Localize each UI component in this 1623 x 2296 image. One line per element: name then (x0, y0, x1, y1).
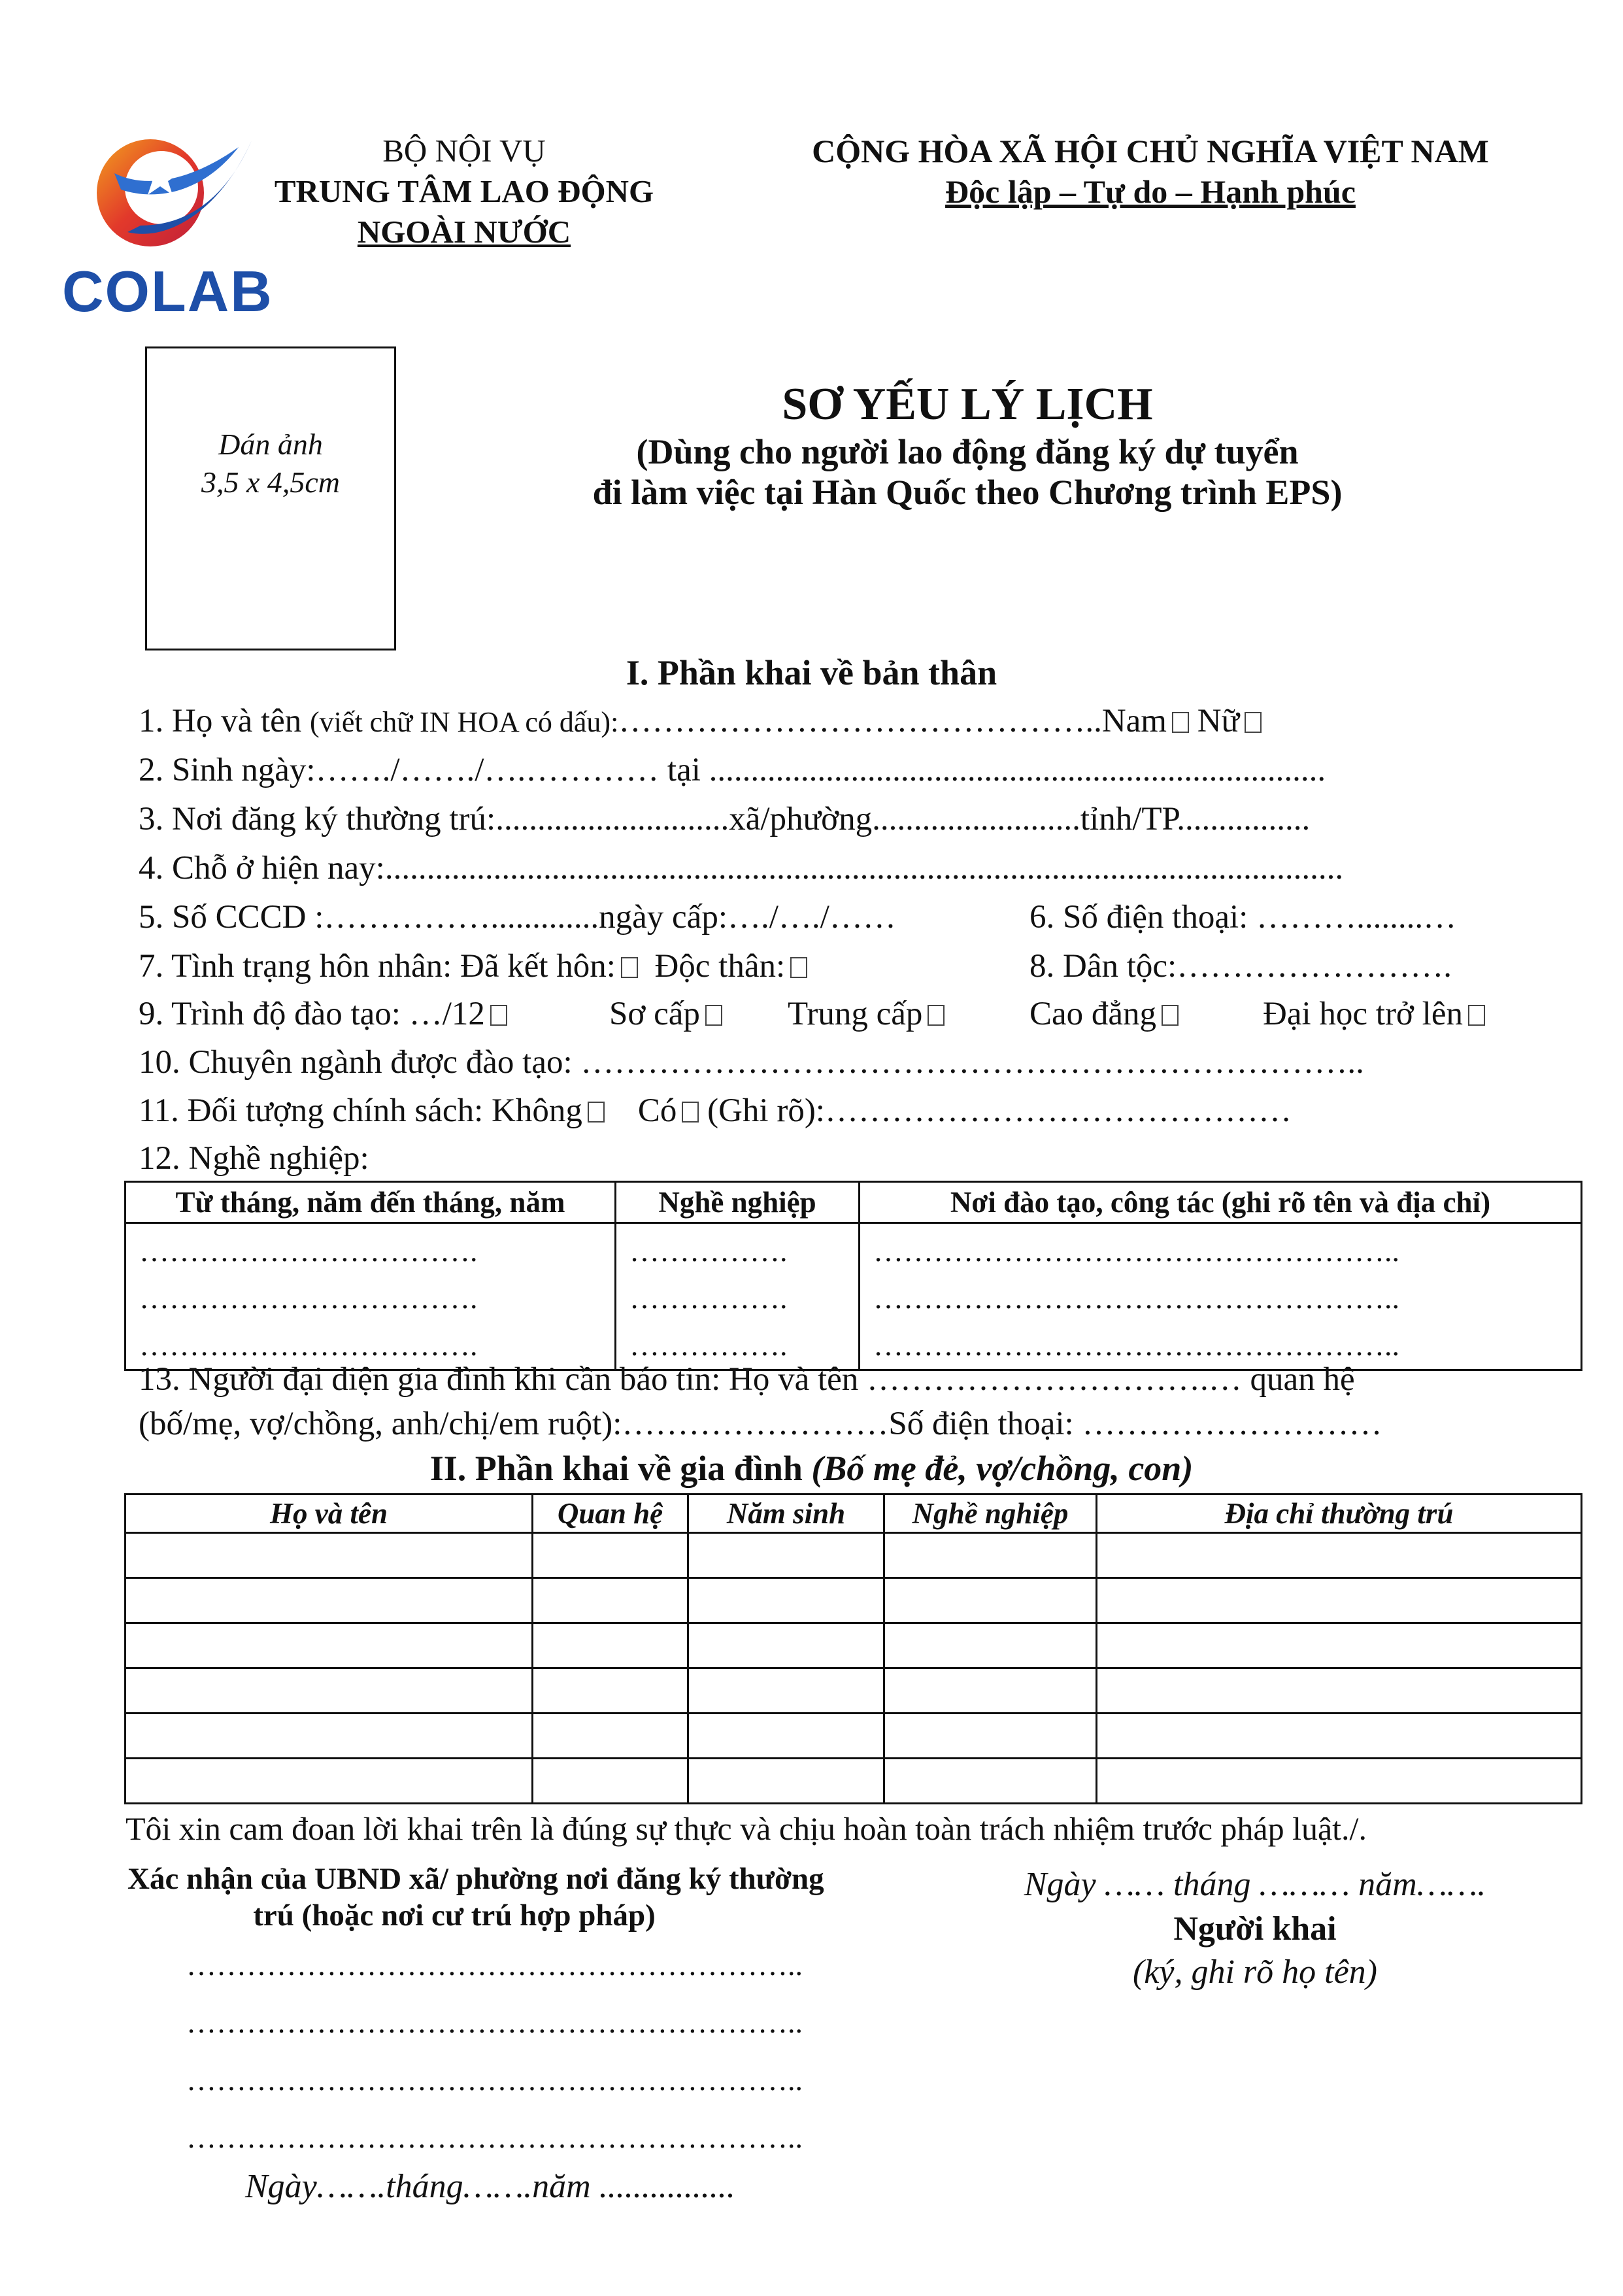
section2-title: II. Phần khai về gia đình (429, 1449, 803, 1488)
edu-primary-label: Sơ cấp (609, 996, 700, 1032)
col-birth-year-header: Năm sinh (688, 1494, 884, 1533)
colab-logo (62, 127, 273, 324)
col-workplace-header: Nơi đào tạo, công tác (ghi rõ tên và địa chỉ) (860, 1182, 1582, 1223)
photo-label-line2: 3,5 x 4,5cm (201, 465, 341, 499)
table-row[interactable] (125, 1759, 1582, 1804)
center-name-line2: NGOÀI NƯỚC (357, 214, 571, 250)
dots-line: ……………………………. (139, 1328, 478, 1362)
table-cell[interactable] (688, 1668, 884, 1714)
dots-line: ……………. (629, 1234, 788, 1268)
table-cell[interactable] (125, 1759, 533, 1804)
table-row[interactable] (125, 1578, 1582, 1623)
table-cell[interactable] (533, 1578, 688, 1623)
section2-heading (0, 1447, 1623, 1490)
field-major[interactable]: 10. Chuyên ngành được đào tạo: …………………………………………………………….. (139, 1044, 1364, 1081)
field-id-card[interactable]: 5. Số CCCD :…………….............ngày cấp:…./…./…… (139, 899, 896, 936)
photo-placeholder (145, 346, 396, 650)
field-policy (139, 1088, 1292, 1134)
table-header-row (125, 1494, 1582, 1533)
confirmation-title-line2: trú (hoặc nơi cư trú hợp pháp) (253, 1899, 656, 1933)
full-name-note: (viết chữ IN HOA có dấu): (310, 706, 619, 738)
policy-label: 11. Đối tượng chính sách: Không (139, 1092, 582, 1129)
edu-secondary-checkbox[interactable] (928, 1005, 945, 1026)
center-name-line1: TRUNG TÂM LAO ĐỘNG (274, 173, 654, 209)
country-name: CỘNG HÒA XÃ HỘI CHỦ NGHĨA VIỆT NAM (812, 133, 1489, 169)
confirmation-date[interactable]: Ngày…….tháng…….năm ................ (245, 2168, 735, 2205)
table-cell[interactable] (1097, 1668, 1582, 1714)
table-cell[interactable] (1097, 1714, 1582, 1759)
commitment-text: Tôi xin cam đoan lời khai trên là đúng sự thực và chịu hoàn toàn trách nhiệm trước pháp luật./. (125, 1810, 1367, 1847)
table-cell[interactable] (884, 1759, 1097, 1804)
dots-line: …………………………………………………….. (186, 2121, 803, 2154)
dots-line: …………………………………………….. (873, 1234, 1399, 1268)
field-current-address[interactable]: 4. Chỗ ở hiện nay:................................................................................................................... (139, 850, 1344, 886)
edu-primary-checkbox[interactable] (705, 1005, 722, 1026)
dots-line: …………………………………………………….. (186, 2063, 803, 2097)
local-confirmation (127, 1861, 824, 1934)
field-ethnicity[interactable]: 8. Dân tộc:……………………. (1029, 948, 1452, 985)
dots-line: …………………………………………………….. (186, 2006, 803, 2039)
logo-emblem-icon (88, 127, 258, 258)
page-title: SƠ YẾU LÝ LỊCH (782, 379, 1153, 430)
confirmation-title-line1: Xác nhận của UBND xã/ phường nơi đăng ký thường (127, 1862, 824, 1896)
single-label: Độc thân: (654, 948, 786, 985)
emergency-line2: (bố/mẹ, vợ/chồng, anh/chị/em ruột):……………………Số điện thoại: ……………………… (139, 1406, 1382, 1442)
dots-line: …………………………………………….. (873, 1281, 1399, 1315)
field-education (139, 991, 1524, 1037)
table-cell[interactable] (688, 1714, 884, 1759)
workplace-cell[interactable] (860, 1223, 1582, 1370)
page-subtitle-line1: (Dùng cho người lao động đăng ký dự tuyển (636, 432, 1299, 471)
full-name-label: 1. Họ và tên (139, 703, 302, 739)
table-cell[interactable] (533, 1668, 688, 1714)
single-checkbox[interactable] (790, 957, 807, 978)
field-phone[interactable]: 6. Số điện thoại: ………........… (1029, 899, 1457, 936)
title-block (497, 378, 1438, 513)
table-row[interactable] (125, 1668, 1582, 1714)
table-row[interactable] (125, 1714, 1582, 1759)
field-birth-date[interactable]: 2. Sinh ngày:……./……./….………… tại .......................................................................... (139, 752, 1326, 788)
marital-label: 7. Tình trạng hôn nhân: Đã kết hôn: (139, 948, 616, 985)
table-cell[interactable] (125, 1533, 533, 1578)
col-occupation-header: Nghề nghiệp (616, 1182, 860, 1223)
policy-no-checkbox[interactable] (588, 1102, 605, 1123)
col-address-header: Địa chỉ thường trú (1097, 1494, 1582, 1533)
table-cell[interactable] (125, 1578, 533, 1623)
policy-yes-checkbox[interactable] (682, 1102, 699, 1123)
table-cell[interactable] (688, 1578, 884, 1623)
table-cell[interactable] (125, 1668, 533, 1714)
table-row[interactable] (125, 1533, 1582, 1578)
photo-label-line1: Dán ảnh (218, 428, 323, 461)
table-cell[interactable] (688, 1759, 884, 1804)
gender-female-label: Nữ (1197, 703, 1240, 739)
col-period-header: Từ tháng, năm đến tháng, năm (125, 1182, 616, 1223)
table-cell[interactable] (884, 1533, 1097, 1578)
occupation-table (124, 1181, 1582, 1371)
section2-note: (Bố mẹ đẻ, vợ/chồng, con) (811, 1449, 1194, 1488)
table-cell[interactable] (125, 1714, 533, 1759)
col-relation-header: Quan hệ (533, 1494, 688, 1533)
table-cell[interactable] (1097, 1623, 1582, 1668)
table-cell[interactable] (884, 1623, 1097, 1668)
edu-university-label: Đại học trở lên (1263, 996, 1463, 1032)
table-row[interactable] (125, 1623, 1582, 1668)
table-cell[interactable] (125, 1623, 533, 1668)
signer-title: Người khai (1173, 1910, 1337, 1948)
page-subtitle-line2: đi làm việc tại Hàn Quốc theo Chương trình EPS) (592, 473, 1343, 512)
field-marital-status (139, 943, 807, 989)
field-permanent-address[interactable]: 3. Nơi đăng ký thường trú:............................xã/phường.........................tỉnh/TP................ (139, 801, 1311, 837)
table-cell[interactable] (1097, 1578, 1582, 1623)
table-cell[interactable] (884, 1578, 1097, 1623)
grade12-checkbox[interactable] (490, 1005, 507, 1026)
table-cell[interactable] (688, 1623, 884, 1668)
dots-line: ……………………………. (139, 1281, 478, 1315)
field-occupation: 12. Nghề nghiệp: (139, 1140, 369, 1177)
full-name-dots[interactable]: …………………………………….. (618, 703, 1102, 739)
gender-male-checkbox[interactable] (1172, 712, 1189, 733)
sign-date[interactable]: Ngày …… tháng ……… năm……. (1024, 1866, 1486, 1903)
table-cell[interactable] (533, 1623, 688, 1668)
logo-text: COLAB (62, 259, 273, 324)
dots-line: ……………………………. (139, 1234, 478, 1268)
table-cell[interactable] (1097, 1533, 1582, 1578)
org-block (248, 131, 680, 252)
family-table (124, 1493, 1582, 1804)
field-full-name[interactable] (139, 698, 1262, 745)
col-job-header: Nghề nghiệp (884, 1494, 1097, 1533)
section1-heading: I. Phần khai về bản thân (626, 653, 997, 692)
gender-male-label: Nam (1101, 703, 1167, 739)
table-cell[interactable] (1097, 1759, 1582, 1804)
dots-line: …………………………………………….. (873, 1328, 1399, 1362)
edu-college-checkbox[interactable] (1162, 1005, 1179, 1026)
confirmation-lines[interactable] (186, 1936, 803, 2167)
married-checkbox[interactable] (621, 957, 638, 978)
ministry-name: BỘ NỘI VỤ (382, 133, 546, 169)
field-emergency-contact[interactable] (139, 1357, 1382, 1446)
dots-line: ……………. (629, 1281, 788, 1315)
table-cell[interactable] (688, 1533, 884, 1578)
emergency-line1: 13. Người đại diện gia đình khi cần báo tin: Họ và tên ………………………….… quan hệ (139, 1361, 1355, 1398)
signer-note: (ký, ghi rõ họ tên) (1132, 1953, 1377, 1991)
edu-secondary-label: Trung cấp (788, 996, 923, 1032)
table-cell[interactable] (533, 1714, 688, 1759)
table-cell[interactable] (884, 1668, 1097, 1714)
national-header (797, 131, 1503, 212)
col-name-header: Họ và tên (125, 1494, 533, 1533)
motto-text: Độc lập – Tự do – Hạnh phúc (945, 173, 1356, 210)
table-header-row (125, 1182, 1582, 1223)
period-cell[interactable] (125, 1223, 616, 1370)
dots-line: …………………………………………………….. (186, 1948, 803, 1982)
dots-line: ……………. (629, 1328, 788, 1362)
occupation-cell[interactable] (616, 1223, 860, 1370)
policy-note[interactable]: (Ghi rõ):…………………………………… (707, 1092, 1292, 1129)
edu-college-label: Cao đẳng (1029, 996, 1157, 1032)
signer-block (961, 1862, 1549, 1994)
edu-university-checkbox[interactable] (1468, 1005, 1485, 1026)
table-cell[interactable] (884, 1714, 1097, 1759)
education-label: 9. Trình độ đào tạo: …/12 (139, 996, 485, 1032)
table-cell[interactable] (533, 1759, 688, 1804)
gender-female-checkbox[interactable] (1245, 712, 1262, 733)
table-row[interactable] (125, 1223, 1582, 1370)
policy-yes-label: Có (637, 1092, 677, 1129)
table-cell[interactable] (533, 1533, 688, 1578)
